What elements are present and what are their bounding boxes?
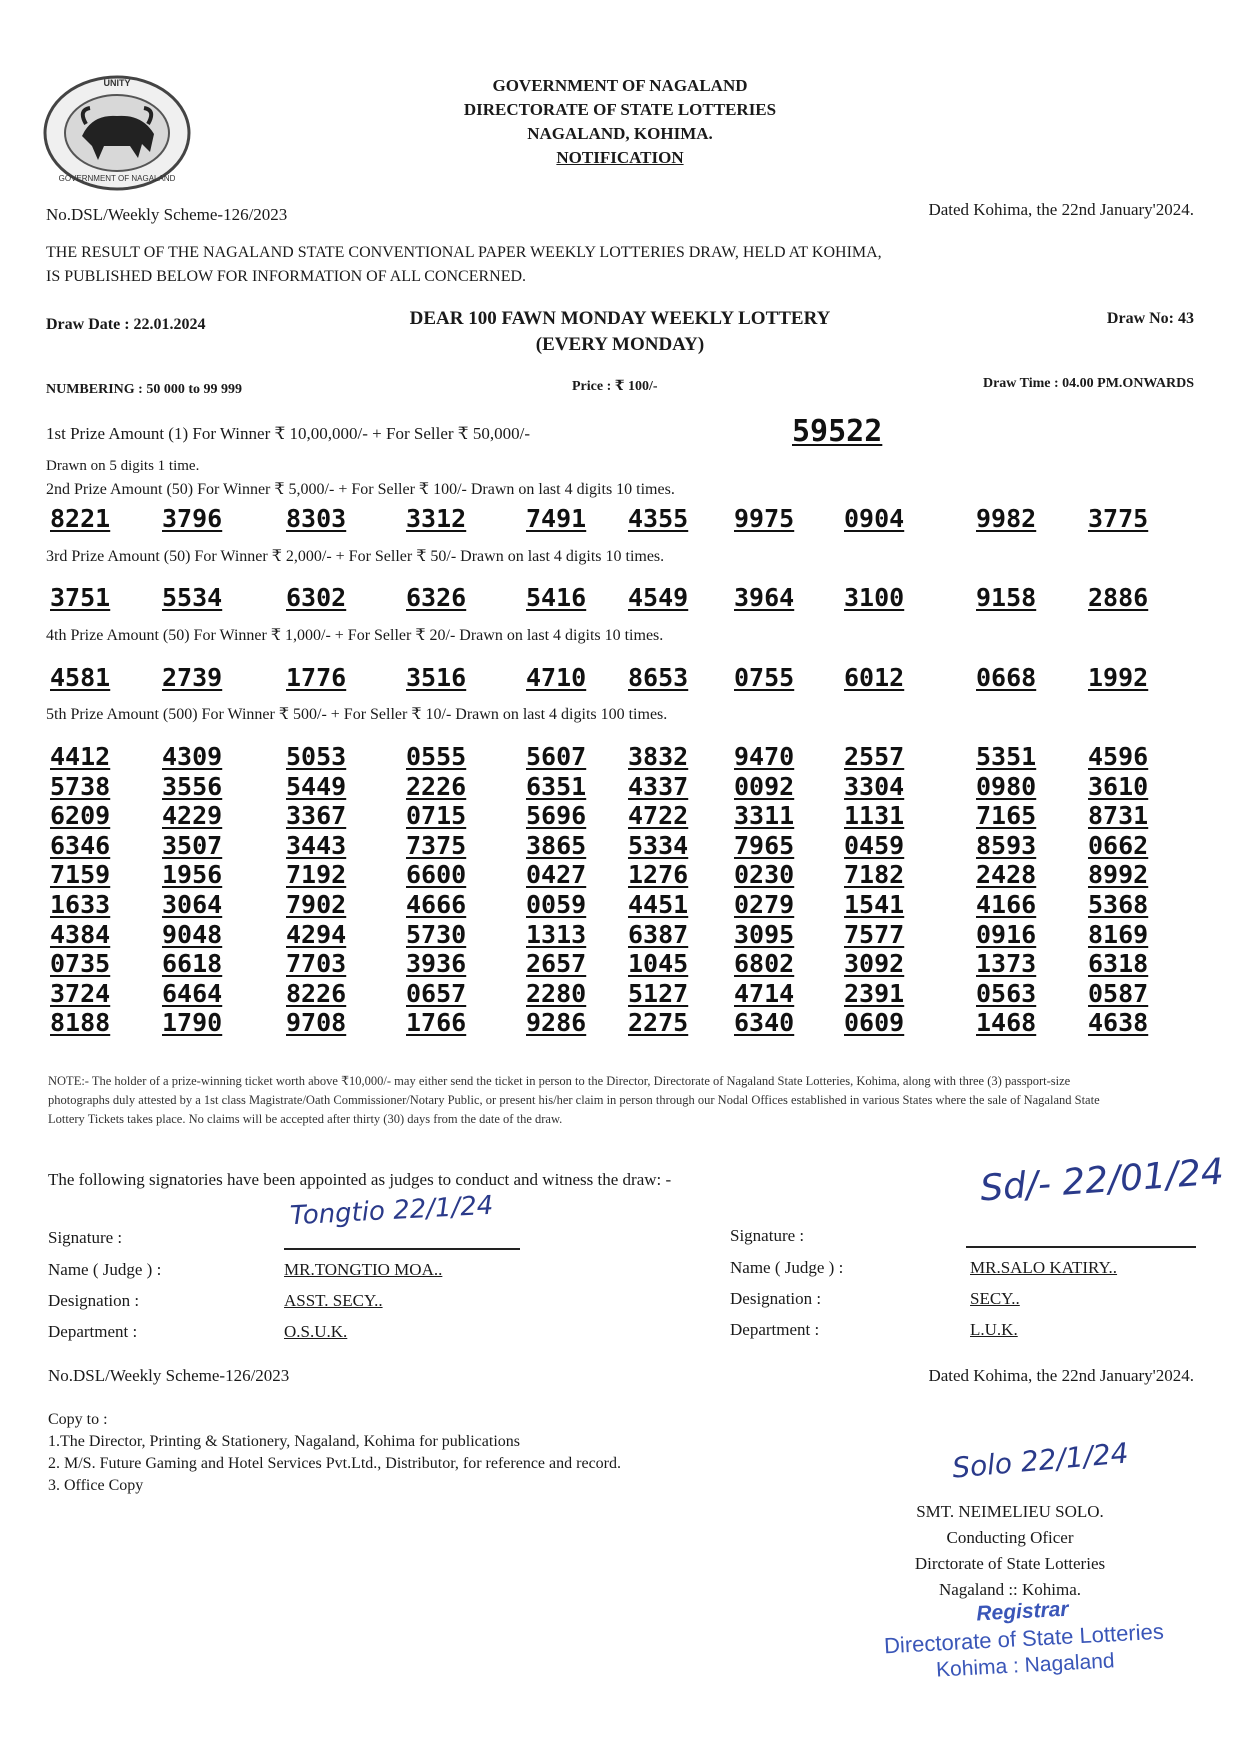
fifth-prize-number: 4596	[1088, 742, 1149, 771]
fifth-prize-number: 7165	[976, 801, 1037, 831]
fifth-prize-number: 3724	[50, 978, 111, 1008]
fifth-prize-number: 0427	[526, 860, 587, 890]
officer-signature: Solo 22/1/24	[950, 1436, 1130, 1485]
fifth-prize-number: 1766	[406, 1008, 467, 1038]
fifth-prize-number: 3367	[286, 801, 347, 831]
fifth-prize-number: 6387	[628, 919, 689, 949]
fifth-prize-number: 3610	[1088, 771, 1149, 801]
officer-name: SMT. NEIMELIEU SOLO.	[916, 1502, 1104, 1521]
footer-reference-number: No.DSL/Weekly Scheme-126/2023	[48, 1366, 290, 1385]
fifth-prize-number: 1468	[976, 1008, 1037, 1038]
first-prize-number: 59522	[792, 414, 883, 449]
draw-date: Draw Date : 22.01.2024	[46, 316, 206, 333]
fifth-prize-number: 0980	[976, 771, 1037, 801]
fourth-prize-number: 6012	[844, 663, 905, 692]
fifth-prize-number: 7902	[286, 890, 347, 919]
judge-2-name-label: Name ( Judge ) :	[730, 1258, 844, 1277]
fifth-prize-number: 6802	[734, 949, 795, 979]
fifth-prize-number: 4666	[406, 890, 467, 919]
fifth-prize-number: 0092	[734, 771, 795, 801]
draw-time: Draw Time : 04.00 PM.ONWARDS	[982, 376, 1194, 391]
lottery-schedule: (EVERY MONDAY)	[535, 334, 705, 355]
fifth-prize-number: 0657	[406, 978, 467, 1008]
fifth-prize-number: 9048	[162, 919, 223, 949]
third-prize-number: 6326	[406, 583, 467, 612]
fifth-prize-number: 6600	[406, 860, 467, 890]
fifth-prize-number: 0662	[1088, 830, 1149, 860]
fifth-prize-number: 5730	[406, 919, 467, 949]
fifth-prize-number: 1045	[628, 949, 689, 979]
fifth-prize-number: 0609	[844, 1008, 905, 1038]
fifth-prize-number: 7577	[844, 919, 905, 949]
judge-1-department: O.S.U.K.	[284, 1322, 348, 1341]
fifth-prize-number: 0279	[734, 890, 795, 919]
fourth-prize-number: 0668	[976, 663, 1037, 692]
fifth-prize-number: 3832	[628, 742, 689, 771]
fourth-prize-number: 3516	[406, 663, 467, 692]
second-prize-number: 3796	[162, 504, 223, 533]
fifth-prize-number: 3064	[162, 890, 223, 919]
fifth-prize-number: 8226	[286, 978, 347, 1008]
fifth-prize-number: 3092	[844, 949, 905, 979]
fifth-prize-number: 4451	[628, 890, 689, 919]
judge-2-signature-label: Signature :	[730, 1226, 805, 1245]
fifth-prize-number: 7703	[286, 949, 347, 979]
stamp-line-1: Registrar	[975, 1597, 1070, 1626]
numbering: NUMBERING : 50 000 to 99 999	[46, 382, 242, 397]
second-prize-number: 3775	[1088, 504, 1149, 533]
fifth-prize-number: 0555	[406, 742, 467, 771]
copy-to-title: Copy to :	[48, 1411, 108, 1428]
judge-1-signature-label: Signature :	[48, 1228, 123, 1247]
third-prize-number: 2886	[1088, 583, 1149, 612]
copy-to-item-2: 2. M/S. Future Gaming and Hotel Services Pvt.Ltd., Distributor, for reference and record.	[48, 1455, 621, 1472]
judge-1-designation-label: Designation :	[48, 1291, 140, 1310]
lottery-name: DEAR 100 FAWN MONDAY WEEKLY LOTTERY	[409, 308, 831, 329]
fifth-prize-number: 1313	[526, 919, 587, 949]
fifth-prize-label: 5th Prize Amount (500) For Winner ₹ 500/- + For Seller ₹ 10/- Drawn on last 4 digits 100 times.	[46, 706, 668, 723]
fourth-prize-numbers	[46, 663, 1176, 697]
fifth-prize-number: 4384	[50, 919, 111, 949]
judge-2-designation: SECY..	[970, 1289, 1020, 1308]
fifth-prize-number: 5607	[526, 742, 587, 771]
fifth-prize-number: 7192	[286, 860, 347, 890]
fifth-prize-number: 8731	[1088, 801, 1149, 831]
seal-bottom-text: GOVERNMENT OF NAGALAND	[58, 174, 176, 183]
fifth-prize-number: 2226	[406, 771, 467, 801]
header-government: GOVERNMENT OF NAGALAND	[492, 76, 748, 95]
fourth-prize-number: 4710	[526, 663, 587, 692]
fifth-prize-number: 3507	[162, 830, 223, 860]
intro-line-1: THE RESULT OF THE NAGALAND STATE CONVENTIONAL PAPER WEEKLY LOTTERIES DRAW, HELD AT KOHIMA,	[46, 244, 882, 261]
fifth-prize-number: 3443	[286, 830, 347, 860]
judge-2-designation-label: Designation :	[730, 1289, 822, 1308]
third-prize-number: 9158	[976, 583, 1037, 612]
header-directorate: DIRECTORATE OF STATE LOTTERIES	[463, 100, 777, 119]
judge-1-designation: ASST. SECY..	[284, 1291, 383, 1310]
stamp-line-3: Kohima : Nagaland	[935, 1649, 1116, 1682]
third-prize-numbers	[46, 583, 1176, 617]
draw-number: Draw No: 43	[1106, 310, 1194, 327]
fifth-prize-number: 3311	[734, 801, 795, 831]
fifth-prize-number: 7182	[844, 860, 905, 890]
fifth-prize-number: 9286	[526, 1008, 587, 1038]
fifth-prize-number: 8992	[1088, 860, 1149, 890]
fourth-prize-number: 1992	[1088, 663, 1149, 692]
fifth-prize-number: 8188	[50, 1008, 111, 1038]
fifth-prize-number: 9708	[286, 1008, 347, 1038]
fifth-prize-number: 5351	[976, 742, 1037, 771]
fifth-prize-number: 4638	[1088, 1008, 1149, 1038]
first-prize-drawn: Drawn on 5 digits 1 time.	[46, 458, 200, 474]
seal-top-text: UNITY	[103, 78, 131, 88]
fifth-prize-number: 5053	[286, 742, 347, 771]
judge-2-signature: Sd/- 22/01/24	[978, 1151, 1226, 1210]
fifth-prize-number: 8593	[976, 830, 1037, 860]
fifth-prize-number: 5368	[1088, 890, 1149, 919]
second-prize-number: 4355	[628, 504, 689, 533]
fifth-prize-number: 1131	[844, 801, 905, 831]
copy-to-item-3: 3. Office Copy	[48, 1477, 144, 1494]
fifth-prize-number: 0735	[50, 949, 111, 979]
third-prize-number: 3751	[50, 583, 111, 612]
fifth-prize-number: 5334	[628, 830, 689, 860]
header-notification: NOTIFICATION	[556, 148, 684, 167]
fifth-prize-number: 2657	[526, 949, 587, 979]
third-prize-number: 4549	[628, 583, 689, 612]
fifth-prize-number: 3936	[406, 949, 467, 979]
fourth-prize-number: 0755	[734, 663, 795, 692]
fifth-prize-number: 2275	[628, 1008, 689, 1038]
fifth-prize-number: 1541	[844, 890, 905, 919]
officer-organisation: Dirctorate of State Lotteries	[914, 1554, 1106, 1573]
fifth-prize-number: 6318	[1088, 949, 1149, 979]
judge-1-name: MR.TONGTIO MOA..	[284, 1260, 443, 1279]
third-prize-label: 3rd Prize Amount (50) For Winner ₹ 2,000/- + For Seller ₹ 50/- Drawn on last 4 digits 10 times.	[46, 548, 665, 565]
fifth-prize-number: 3556	[162, 771, 223, 801]
fifth-prize-number: 0459	[844, 830, 905, 860]
date-line: Dated Kohima, the 22nd January'2024.	[928, 200, 1194, 219]
third-prize-number: 5534	[162, 583, 223, 612]
ticket-price: Price : ₹ 100/-	[572, 379, 658, 394]
fifth-prize-number: 1373	[976, 949, 1037, 979]
fifth-prize-number: 4294	[286, 919, 347, 949]
second-prize-number: 8303	[286, 504, 347, 533]
fourth-prize-label: 4th Prize Amount (50) For Winner ₹ 1,000/- + For Seller ₹ 20/- Drawn on last 4 digits 10 times.	[46, 627, 664, 644]
judge-2-signature-line	[966, 1246, 1196, 1248]
fifth-prize-number: 6209	[50, 801, 111, 831]
judge-1-department-label: Department :	[48, 1322, 138, 1341]
fifth-prize-number: 6346	[50, 830, 111, 860]
third-prize-number: 6302	[286, 583, 347, 612]
footer-date-line: Dated Kohima, the 22nd January'2024.	[928, 1366, 1194, 1385]
fifth-prize-number: 0916	[976, 919, 1037, 949]
third-prize-number: 3100	[844, 583, 905, 612]
intro-line-2: IS PUBLISHED BELOW FOR INFORMATION OF ALL CONCERNED.	[46, 268, 527, 285]
fifth-prize-number: 4412	[50, 742, 111, 771]
fifth-prize-number: 0587	[1088, 978, 1149, 1008]
officer-title: Conducting Oficer	[946, 1528, 1074, 1547]
judge-2-department-label: Department :	[730, 1320, 820, 1339]
officer-place: Nagaland :: Kohima.	[938, 1580, 1082, 1599]
fifth-prize-number: 2391	[844, 978, 905, 1008]
judge-2-department: L.U.K.	[970, 1320, 1018, 1339]
fifth-prize-number: 2428	[976, 860, 1037, 890]
second-prize-label: 2nd Prize Amount (50) For Winner ₹ 5,000/- + For Seller ₹ 100/- Drawn on last 4 digits 10 times.	[46, 481, 675, 498]
fifth-prize-number: 4309	[162, 742, 223, 771]
fifth-prize-number: 1956	[162, 860, 223, 890]
judges-intro: The following signatories have been appointed as judges to conduct and witness the draw: -	[48, 1170, 672, 1189]
fifth-prize-number: 3095	[734, 919, 795, 949]
fifth-prize-number: 2557	[844, 742, 905, 771]
fifth-prize-number: 2280	[526, 978, 587, 1008]
fourth-prize-number: 1776	[286, 663, 347, 692]
third-prize-number: 5416	[526, 583, 587, 612]
fifth-prize-number: 5696	[526, 801, 587, 831]
second-prize-number: 3312	[406, 504, 467, 533]
fifth-prize-number: 4337	[628, 771, 689, 801]
judge-1-signature: Tongtio 22/1/24	[289, 1190, 495, 1232]
fifth-prize-number: 8169	[1088, 919, 1149, 949]
reference-number: No.DSL/Weekly Scheme-126/2023	[46, 205, 288, 224]
copy-to-item-1: 1.The Director, Printing & Stationery, Nagaland, Kohima for publications	[48, 1433, 520, 1450]
fifth-prize-number: 7375	[406, 830, 467, 860]
fifth-prize-number: 7159	[50, 860, 111, 890]
fifth-prize-number: 1790	[162, 1008, 223, 1038]
fifth-prize-number: 9470	[734, 742, 795, 771]
fifth-prize-number: 5449	[286, 771, 347, 801]
third-prize-number: 3964	[734, 583, 795, 612]
judge-2-name: MR.SALO KATIRY..	[970, 1258, 1118, 1277]
fifth-prize-number: 5738	[50, 771, 111, 801]
second-prize-numbers	[46, 504, 1176, 538]
fifth-prize-number: 4166	[976, 890, 1037, 919]
fifth-prize-number: 3304	[844, 771, 905, 801]
fifth-prize-number: 7965	[734, 830, 795, 860]
fourth-prize-number: 2739	[162, 663, 223, 692]
fifth-prize-number: 6618	[162, 949, 223, 979]
fifth-prize-number: 0230	[734, 860, 795, 890]
second-prize-number: 8221	[50, 504, 111, 533]
fifth-prize-number: 6340	[734, 1008, 795, 1038]
fifth-prize-number: 5127	[628, 978, 689, 1008]
fifth-prize-number: 0059	[526, 890, 587, 919]
second-prize-number: 7491	[526, 504, 587, 533]
header-place: NAGALAND, KOHIMA.	[527, 124, 713, 143]
judge-1-signature-line	[284, 1248, 520, 1250]
fifth-prize-number: 4722	[628, 801, 689, 831]
fourth-prize-number: 4581	[50, 663, 111, 692]
fifth-prize-number: 6351	[526, 771, 587, 801]
fifth-prize-number: 0715	[406, 801, 467, 831]
registrar-stamp	[857, 1591, 1193, 1728]
fifth-prize-numbers	[46, 742, 1176, 1042]
fifth-prize-number: 0563	[976, 978, 1037, 1008]
second-prize-number: 9982	[976, 504, 1037, 533]
fifth-prize-number: 3865	[526, 830, 587, 860]
judge-1-name-label: Name ( Judge ) :	[48, 1260, 162, 1279]
second-prize-number: 9975	[734, 504, 795, 533]
fourth-prize-number: 8653	[628, 663, 689, 692]
fifth-prize-number: 1633	[50, 890, 111, 919]
first-prize-label: 1st Prize Amount (1) For Winner ₹ 10,00,000/- + For Seller ₹ 50,000/-	[46, 424, 530, 443]
claim-note: NOTE:- The holder of a prize-winning ticket worth above ₹10,000/- may either send the ticket in person to the Director, Directorate of Nagaland State Lotteries, Kohima, along with three (3) passport-size photographs duly attested by a 1st class Magistrate/Oath Commissioner/Notary Public, or present his/her claim in person through our Nodal Offices established in various States where the sale of Nagaland State Lottery Tickets takes place. No claims will be accepted after thirty (30) days from the date of the draw.	[48, 1074, 1100, 1126]
fifth-prize-number: 4714	[734, 978, 795, 1008]
fifth-prize-number: 1276	[628, 860, 689, 890]
fifth-prize-number: 4229	[162, 801, 223, 831]
fifth-prize-number: 6464	[162, 978, 223, 1008]
stamp-line-2: Directorate of State Lotteries	[883, 1618, 1165, 1659]
second-prize-number: 0904	[844, 504, 905, 533]
